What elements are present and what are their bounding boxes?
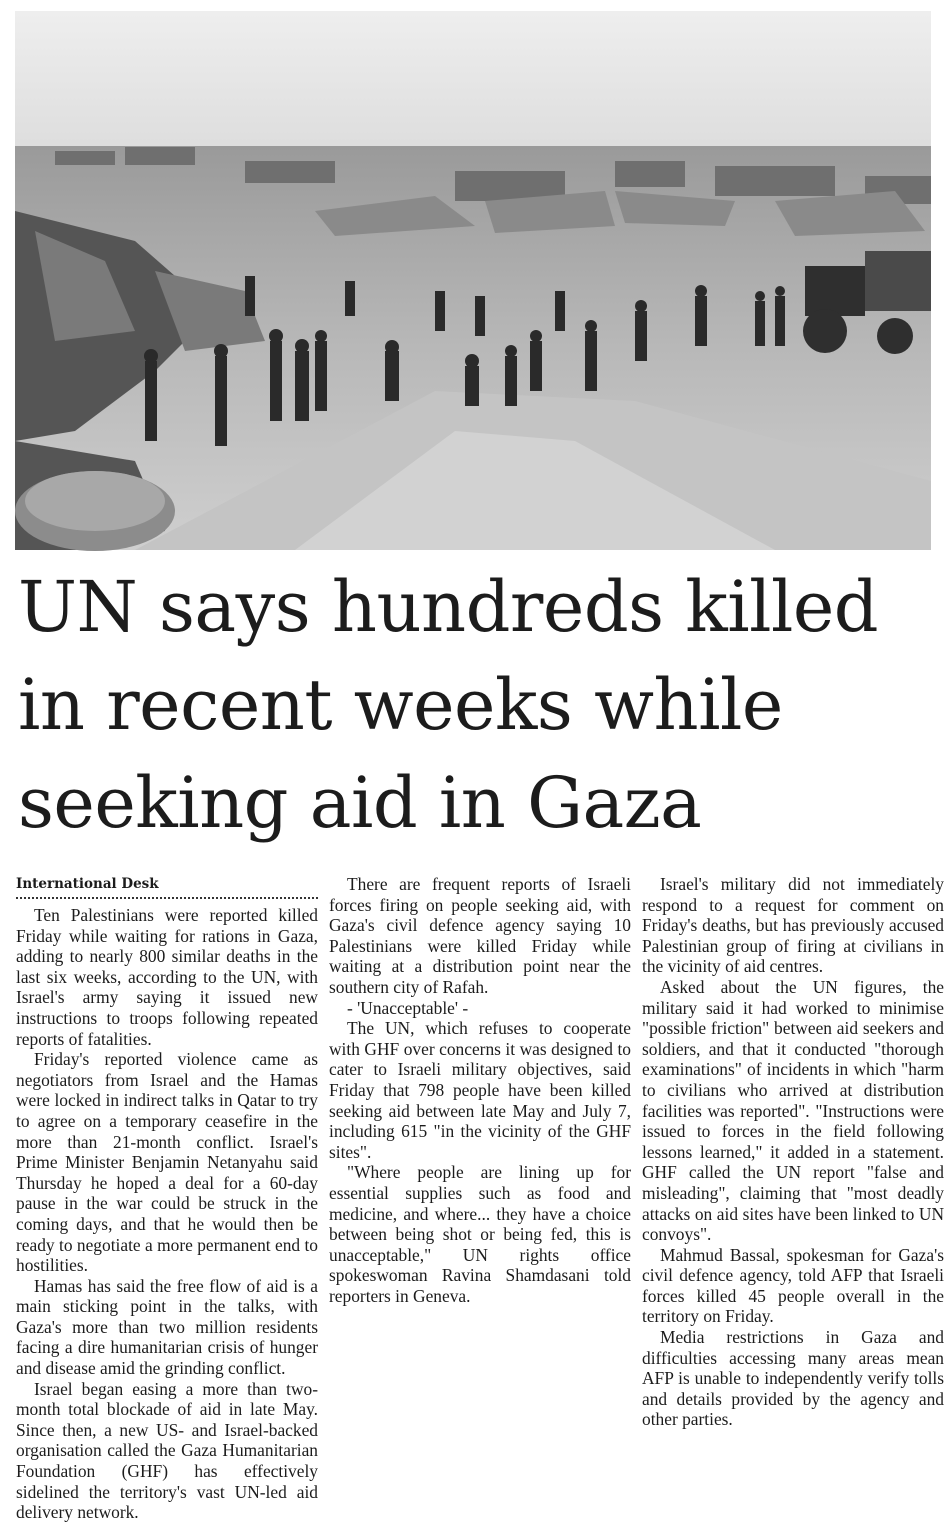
paragraph: Asked about the UN figures, the military said it had worked to minimise "possible friction" between aid seekers and soldiers, and that it conducted "thorough examinations" of incidents in which "harm to civilians who arrived at distribution facilities was reported". "Instructions were issued to forces in the field following lessons learned," it added in a statement. GHF called the UN report "false and misleading", claiming that "most deadly attacks on aid sites have been linked to UN convoys". xyxy=(642,976,944,1245)
paragraph: Friday's reported violence came as negotiators from Israel and the Hamas were locked in indirect talks in Qatar to try to agree on a temporary ceasefire in the more than 21-month conflict. Israel's Prime Minister Benjamin Netanyahu said Thursday he hoped a deal for a 60-day pause in the war could be struck in the coming days, and that he would then be ready to negotiate a more permanent end to hostilities. xyxy=(16,1049,318,1276)
paragraph: Israel began easing a more than two-month total blockade of aid in late May. Since then, a new US- and Israel-backed organisation called the Gaza Humanitarian Foundation (GHF) has effectively sidelined the territory's vast UN-led aid delivery network. xyxy=(16,1378,318,1523)
paragraph: "Where people are lining up for essential supplies such as food and medicine, and where... they have a choice between being shot or being fed, this is unacceptable," UN rights office spokeswoman Ravina Shamdasani told reporters in Geneva. xyxy=(329,1162,631,1306)
crowd-rubble-photo-icon xyxy=(15,11,931,550)
paragraph: Mahmud Bassal, spokesman for Gaza's civil defence agency, told AFP that Israeli forces killed 45 people overall in the territory on Friday. xyxy=(642,1244,944,1327)
article-column-3 xyxy=(642,874,944,1464)
paragraph: Ten Palestinians were reported killed Friday while waiting for rations in Gaza, adding to nearly 800 similar deaths in the last six weeks, according to the UN, with Israel's army saying it issued new instructions to troops following repeated reports of fatalities. xyxy=(16,905,318,1049)
article-column-2 xyxy=(329,874,631,1464)
paragraph: Media restrictions in Gaza and difficulties accessing many areas mean AFP is unable to independently verify tolls and details provided by the agency and other parties. xyxy=(642,1327,944,1430)
headline: UN says hundreds killed in recent weeks while seeking aid in Gaza xyxy=(18,566,879,844)
byline: International Desk xyxy=(16,874,318,899)
subheading: - 'Unacceptable' - xyxy=(347,997,469,1018)
paragraph: Israel's military did not immediately respond to a request for comment on Friday's deaths, but has previously accused Palestinian group of firing at civilians in the vicinity of aid centres. xyxy=(642,874,944,977)
paragraph: The UN, which refuses to cooperate with GHF over concerns it was designed to cater to Israeli military objectives, said Friday that 798 people have been killed seeking aid between late May and July 7, including 615 "in the vicinity of the GHF sites". xyxy=(329,1018,631,1162)
paragraph: Hamas has said the free flow of aid is a main sticking point in the talks, with Gaza's more than two million residents facing a dire humanitarian crisis of hunger and disease amid the grinding conflict. xyxy=(16,1275,318,1379)
news-photo xyxy=(15,11,931,550)
paragraph: There are frequent reports of Israeli forces firing on people seeking aid, with Gaza's civil defence agency saying 10 Palestinians were killed Friday while waiting at a distribution point near the southern city of Rafah. xyxy=(329,874,631,997)
article-column-1 xyxy=(16,874,318,1523)
